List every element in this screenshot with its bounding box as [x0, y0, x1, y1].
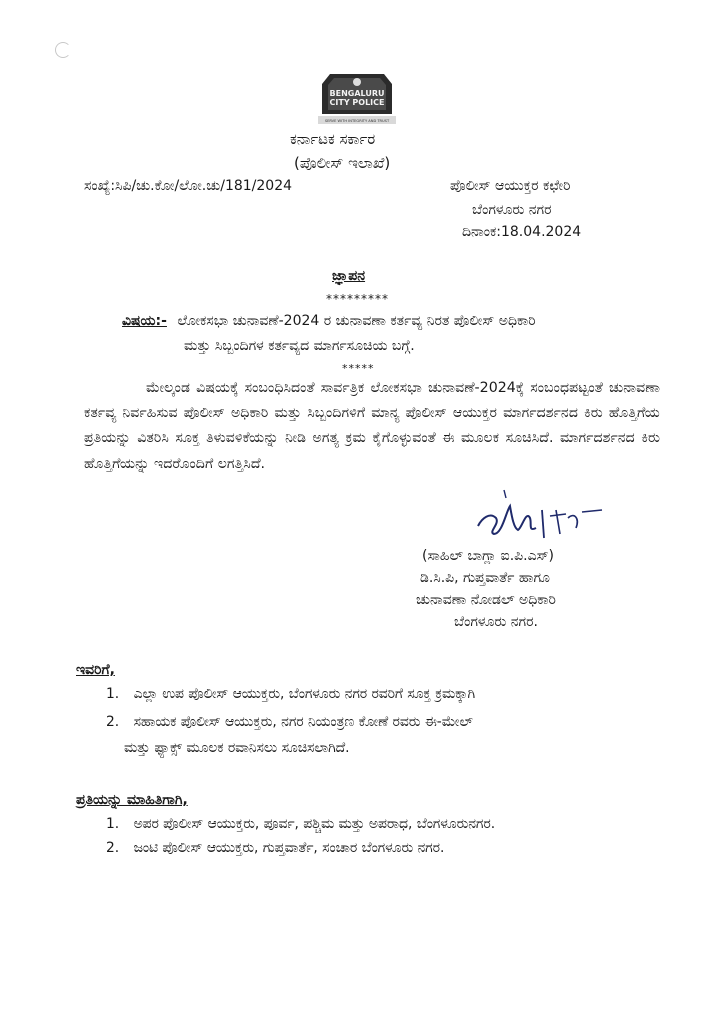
to-heading: ಇವರಿಗೆ, [76, 662, 115, 678]
reference-number: ಸಂಖ್ಯೆ:ಸಿಪಿ/ಚು.ಕೋ/ಲೋ.ಚು/181/2024 [84, 178, 293, 194]
office-name: ಪೊಲೀಸ್ ಆಯುಕ್ತರ ಕಛೇರಿ [450, 178, 571, 194]
copy-item-number: 1. [106, 816, 120, 832]
to-item-1 [106, 686, 475, 702]
to-item-number: 2. [106, 714, 120, 730]
to-item-2 [106, 714, 473, 730]
signatory-place: ಬೆಂಗಳೂರು ನಗರ. [454, 614, 538, 630]
copy-item-2 [106, 840, 444, 856]
memo-body-text: ಮೇಲ್ಕಂಡ ವಿಷಯಕ್ಕೆ ಸಂಬಂಧಿಸಿದಂತೆ ಸಾರ್ವತ್ರಿಕ ಲೋಕಸಭಾ ಚುನಾವಣೆ-2024ಕ್ಕೆ ಸಂಬಂಧಪಟ್ಟಂತೆ ಚುನಾವಣಾ ಕರ್ತವ್ಯ ನಿರ್ವಹಿಸುವ ಪೊಲೀಸ್ ಅಧಿಕಾರಿ ಮತ್ತು ಸಿಬ್ಬಂದಿಗಳಿಗೆ ಮಾನ್ಯ ಪೊಲೀಸ್ ಆಯುಕ್ತರ ಮಾರ್ಗದರ್ಶನದ ಕಿರು ಹೊತ್ತಿಗೆಯ ಪ್ರತಿಯನ್ನು ವಿತರಿಸಿ ಸೂಕ್ತ ತಿಳುವಳಿಕೆಯನ್ನು ನೀಡಿ ಅಗತ್ಯ ಕ್ರಮ ಕೈಗೊಳ್ಳುವಂತೆ ಈ ಮೂಲಕ ಸೂಚಿಸಿದೆ. ಮಾರ್ಗದರ್ಶನದ ಕಿರು ಹೊತ್ತಿಗೆಯನ್ನು ಇದರೊಂದಿಗೆ ಲಗತ್ತಿಸಿದೆ. [84, 380, 660, 472]
copy-item-text: ಜಂಟಿ ಪೊಲೀಸ್ ಆಯುಕ್ತರು, ಗುಪ್ತವಾರ್ತೆ, ಸಂಚಾರ ಬೆಂಗಳೂರು ನಗರ. [133, 840, 445, 856]
copy-item-number: 2. [106, 840, 120, 856]
to-item-text: ಎಲ್ಲಾ ಉಪ ಪೊಲೀಸ್ ಆಯುಕ್ತರು, ಬೆಂಗಳೂರು ನಗರ ರವರಿಗೆ ಸೂಕ್ತ ಕ್ರಮಕ್ಕಾಗಿ [133, 686, 476, 702]
copy-item-1 [106, 816, 495, 832]
copy-heading: ಪ್ರತಿಯನ್ನು ಮಾಹಿತಿಗಾಗಿ, [76, 792, 188, 808]
signature-scribble-icon [470, 488, 620, 548]
signatory-designation-2: ಚುನಾವಣಾ ನೋಡಲ್ ಅಧಿಕಾರಿ [416, 592, 556, 608]
copy-item-text: ಅಪರ ಪೊಲೀಸ್ ಆಯುಕ್ತರು, ಪೂರ್ವ, ಪಶ್ಚಿಮ ಮತ್ತು ಅಪರಾಧ, ಬೆಂಗಳೂರುನಗರ. [133, 816, 496, 832]
memo-date: ದಿನಾಂಕ:18.04.2024 [462, 224, 582, 240]
to-item-number: 1. [106, 686, 120, 702]
subject-label: ವಿಷಯ:- [122, 313, 167, 329]
emblem-text-top: BENGALURU [329, 89, 385, 98]
dept-heading: (ಪೊಲೀಸ್ ಇಲಾಖೆ) [294, 154, 391, 172]
signatory-name: (ಸಾಹಿಲ್ ಬಾಗ್ಲಾ ಐ.ಪಿ.ಎಸ್) [422, 548, 555, 564]
stars-divider-bottom: ***** [342, 362, 375, 375]
memo-title: ಜ್ಞಾಪನ [332, 268, 366, 284]
to-item-2-continued: ಮತ್ತು ಫ್ಯಾಕ್ಸ್ ಮೂಲಕ ರವಾನಿಸಲು ಸೂಚಿಸಲಾಗಿದೆ. [124, 740, 350, 756]
office-city: ಬೆಂಗಳೂರು ನಗರ [472, 202, 552, 218]
subject-line-2: ಮತ್ತು ಸಿಬ್ಬಂದಿಗಳ ಕರ್ತವ್ಯದ ಮಾರ್ಗಸೂಚಿಯ ಬಗ್ಗೆ. [184, 338, 415, 354]
bengaluru-city-police-emblem-icon [312, 70, 402, 128]
subject-row [122, 313, 536, 329]
signatory-designation-1: ಡಿ.ಸಿ.ಪಿ, ಗುಪ್ತವಾರ್ತೆ ಹಾಗೂ [420, 570, 550, 586]
emblem-text-bottom: CITY POLICE [329, 98, 385, 107]
punch-mark [55, 42, 71, 58]
stars-divider-top: ********* [326, 292, 389, 306]
govt-heading: ಕರ್ನಾಟಕ ಸರ್ಕಾರ [290, 130, 376, 148]
memo-body [84, 376, 660, 477]
emblem-motto: SERVE WITH INTEGRITY AND TRUST [324, 119, 390, 123]
to-item-text: ಸಹಾಯಕ ಪೊಲೀಸ್ ಆಯುಕ್ತರು, ನಗರ ನಿಯಂತ್ರಣ ಕೋಣೆ ರವರು ಈ-ಮೇಲ್ [133, 714, 473, 730]
subject-line-1: ಲೋಕಸಭಾ ಚುನಾವಣೆ-2024 ರ ಚುನಾವಣಾ ಕರ್ತವ್ಯ ನಿರತ ಪೊಲೀಸ್ ಅಧಿಕಾರಿ [177, 313, 536, 329]
